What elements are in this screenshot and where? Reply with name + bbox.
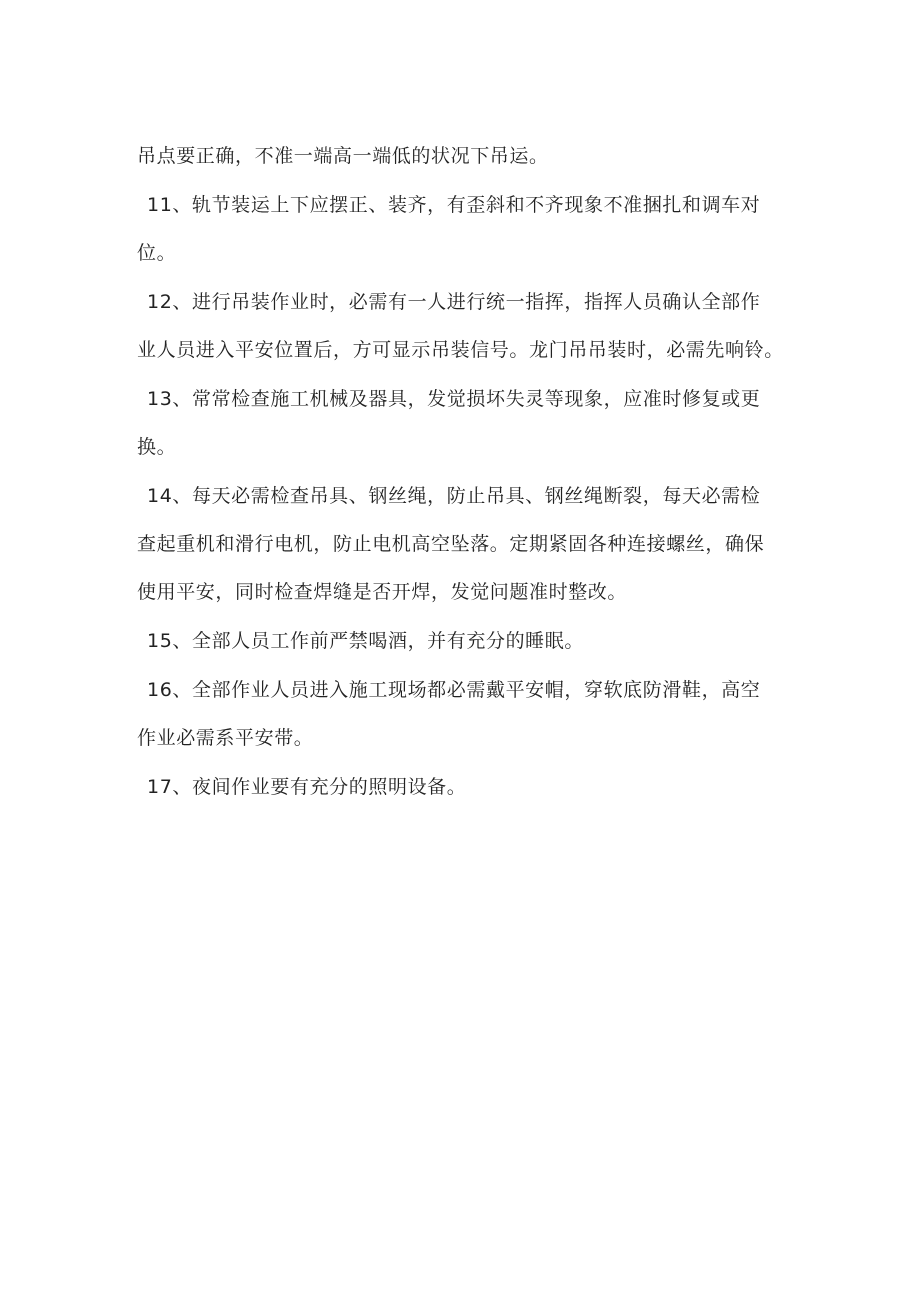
paragraph-line: 吊点要正确，不准一端高一端低的状况下吊运。 [137, 145, 549, 167]
paragraph-item-16 [137, 670, 797, 766]
paragraph-line: 16、全部作业人员进入施工现场都必需戴平安帽，穿软底防滑鞋，高空 [147, 679, 761, 701]
paragraph-item-11 [137, 185, 797, 281]
paragraph-item-12 [137, 282, 797, 378]
paragraph-line: 查起重机和滑行电机，防止电机高空坠落。定期紧固各种连接螺丝，确保 [137, 533, 765, 555]
paragraph-line: 14、每天必需检查吊具、钢丝绳，防止吊具、钢丝绳断裂，每天必需检 [147, 485, 761, 507]
paragraph-line: 换。 [137, 436, 177, 458]
paragraph-line: 12、进行吊装作业时，必需有一人进行统一指挥，指挥人员确认全部作 [147, 291, 761, 313]
paragraph-line: 位。 [137, 242, 177, 264]
paragraph-line: 业人员进入平安位置后，方可显示吊装信号。龙门吊吊装时，必需先响铃。 [137, 339, 784, 361]
paragraph-line: 作业必需系平安带。 [137, 727, 314, 749]
paragraph-line: 13、常常检查施工机械及器具，发觉损坏失灵等现象，应准时修复或更 [147, 388, 761, 410]
paragraph-item-14 [137, 476, 797, 620]
paragraph-item-17 [137, 767, 797, 815]
paragraph-item-15 [137, 621, 797, 669]
paragraph-item-13 [137, 379, 797, 475]
paragraph-line: 17、夜间作业要有充分的照明设备。 [147, 776, 467, 798]
paragraph-line: 11、轨节装运上下应摆正、装齐，有歪斜和不齐现象不准捆扎和调车对 [147, 194, 761, 216]
paragraph-line: 15、全部人员工作前严禁喝酒，并有充分的睡眠。 [147, 630, 584, 652]
paragraph-line: 使用平安，同时检查焊缝是否开焊，发觉问题准时整改。 [137, 581, 628, 603]
paragraph-continued [137, 136, 797, 184]
document-body [137, 136, 797, 816]
